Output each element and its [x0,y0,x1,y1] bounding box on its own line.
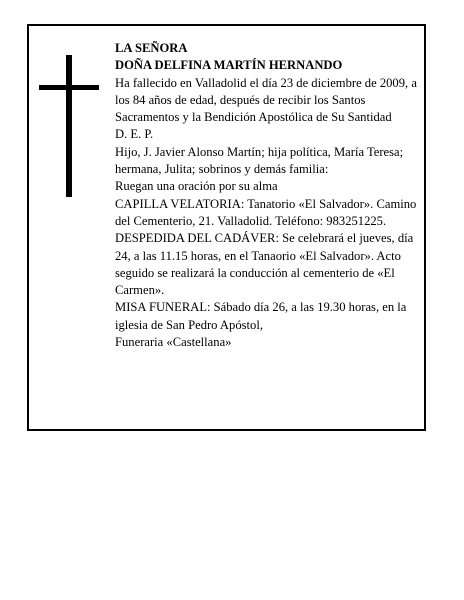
obituary-notice [27,24,426,431]
rip-line: D. E. P. [115,127,154,142]
cross-horizontal-bar [39,85,99,90]
passing-details: Ha fallecido en Valladolid el día 23 de diciembre de 2009, a los 84 años de edad, después de recibir los Santos Sacramentos y la Bendición Apostólica de Su Santidad [115,75,417,125]
prayer-request: Ruegan una oración por su alma [115,179,278,194]
funeral-home: Funeraria «Castellana» [115,335,232,350]
mass-info: MISA FUNERAL: Sábado día 26, a las 19.30 horas, en la iglesia de San Pedro Apóstol, [115,300,407,332]
family-list: Hijo, J. Javier Alonso Martín; hija política, María Teresa; hermana, Julita; sobrinos y demás familia: [115,144,404,177]
notice-text [115,40,420,351]
notice-heading: LA SEÑORA [115,41,188,55]
cross-vertical-bar [66,55,72,197]
deceased-name: DOÑA DELFINA MARTÍN HERNANDO [115,58,343,73]
cross-icon [39,55,99,197]
farewell-info: DESPEDIDA DEL CADÁVER: Se celebrará el jueves, día 24, a las 11.15 horas, en el Tanaorio «El Salvador». Acto seguido se realizará la conducción al cementerio de «El Carmen». [115,231,414,298]
chapel-info: CAPILLA VELATORIA: Tanatorio «El Salvador». Camino del Cementerio, 21. Valladolid. Teléfono: 983251225. [115,196,417,228]
